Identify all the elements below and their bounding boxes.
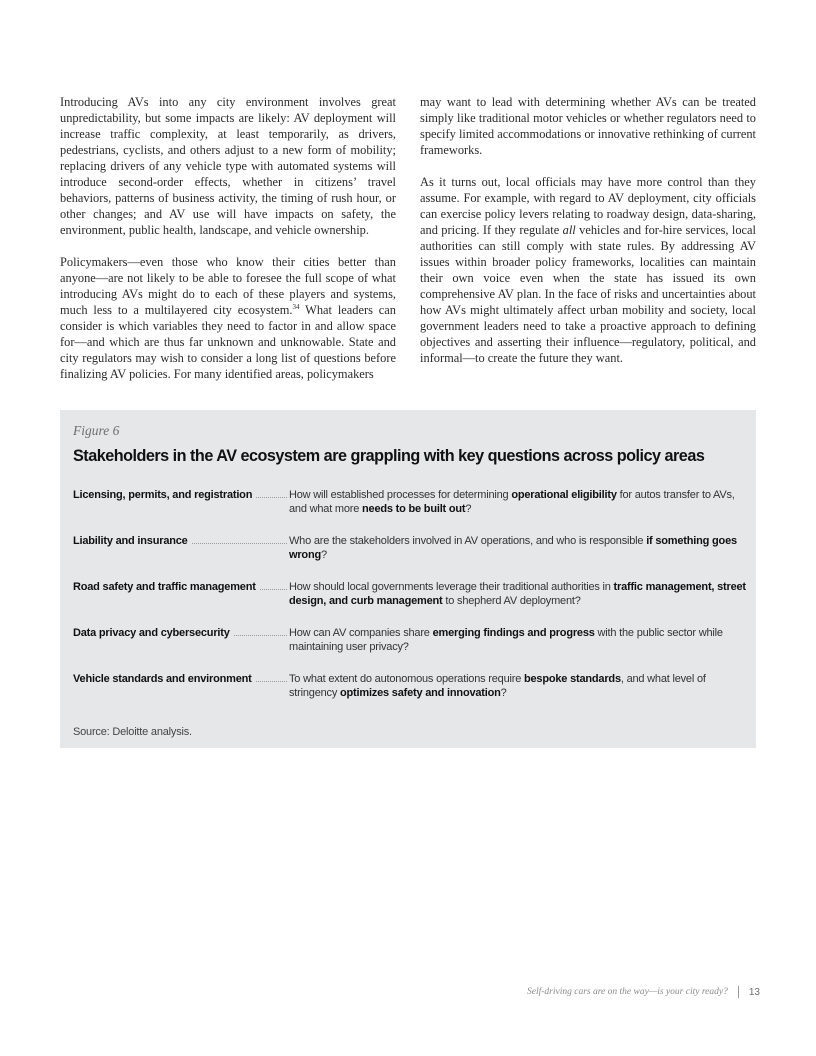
policy-area-label: Vehicle standards and environment [73, 673, 252, 685]
policy-question [289, 626, 747, 654]
question-text: for autos transfer to AVs, and what more [289, 489, 735, 515]
page-footer [527, 986, 760, 998]
paragraph-text: Policymakers—even those who know their cities better than anyone—are not likely to be able to foresee the full scope of what introducing AVs might do to each of these players and systems, much less to a multilayered city ecosystem. [60, 255, 396, 317]
body-paragraph [60, 254, 396, 382]
question-text: How will established processes for determining [289, 489, 512, 501]
policy-question [289, 580, 747, 608]
footnote-ref[interactable]: 34 [292, 302, 300, 311]
question-text: ? [321, 549, 327, 561]
question-text: Who are the stakeholders involved in AV operations, and who is responsible [289, 535, 647, 547]
figure-title: Stakeholders in the AV ecosystem are grappling with key questions across policy areas [73, 447, 705, 465]
dotted-leader [256, 496, 287, 498]
question-text: ? [465, 503, 472, 515]
policy-area [73, 488, 289, 502]
question-highlight: traffic management, street design, and curb management [289, 581, 746, 607]
policy-area [73, 534, 289, 548]
emphasis-text: all [562, 223, 576, 237]
body-paragraph: Introducing AVs into any city environment involves great unpredictability, but some impacts are likely: AV deployment will increase traffic complexity, at least temporarily, as drivers, pedestrians, cyclists, and others adjust to a new form of mobility; replacing drivers of any vehicle type with automated systems will introduce second-order effects, whether in citizens’ travel behaviors, patterns of business activity, the timing of rush hour, or other changes; and AV use will have impacts on safety, the environment, public health, landscape, and vehicle ownership. [60, 95, 396, 237]
question-text: To what extent do autonomous operations require [289, 673, 524, 685]
policy-area [73, 626, 289, 640]
policy-area-label: Liability and insurance [73, 535, 188, 547]
question-highlight: bespoke standards [524, 673, 621, 685]
policy-area [73, 580, 289, 594]
question-highlight: operational eligibility [511, 489, 617, 501]
policy-area-label: Road safety and traffic management [73, 581, 256, 593]
dotted-leader [234, 634, 287, 636]
question-text: How should local governments leverage their traditional authorities in [289, 581, 614, 593]
question-text: ? [500, 687, 507, 699]
policy-area [73, 672, 289, 686]
footer-title: Self-driving cars are on the way—is your city ready? [527, 987, 728, 997]
body-paragraph [420, 174, 756, 366]
body-paragraph: may want to lead with determining whether AVs can be treated simply like traditional motor vehicles or whether regulators need to specify limited accommodations or innovative rethinking of current frameworks. [420, 95, 756, 157]
dotted-leader [260, 588, 287, 590]
dotted-leader [256, 680, 287, 682]
question-highlight: emerging findings and progress [432, 627, 595, 639]
policy-question [289, 534, 747, 562]
question-highlight: if something goes wrong [289, 535, 737, 561]
figure-label: Figure 6 [73, 423, 120, 438]
footer-divider [738, 986, 739, 998]
figure-box [60, 410, 756, 748]
paragraph-text: vehicles and for-hire services, local authorities can still comply with state rules. By addressing AV issues within broader policy frameworks, localities can maintain their own voice even when the state has issued its own comprehensive AV plan. In the face of risks and uncertainties about how AVs might ultimately affect urban mobility and society, local government leaders need to take a proactive approach to defining objectives and asserting their influence—regulatory, political, and informal—to create the future they want. [420, 223, 756, 365]
paragraph-text: As it turns out, local officials may have more control than they assume. For example, with regard to AV deployment, city officials can exercise policy levers relating to roadway design, data-sharing, and pricing. If they regulate [420, 175, 756, 237]
question-highlight: optimizes safety and innovation [340, 687, 501, 699]
question-text: How can AV companies share [289, 627, 433, 639]
question-text: to shepherd AV deployment? [442, 595, 581, 607]
policy-area-label: Licensing, permits, and registration [73, 489, 253, 501]
question-highlight: needs to be built out [362, 503, 466, 515]
paragraph-text: What leaders can consider is which variables they need to factor in and allow space for—and which are thus far unknown and unknowable. State and city regulators may wish to consider a long list of questions before finalizing AV policies. For many identified areas, policymakers [60, 303, 397, 381]
policy-area-label: Data privacy and cybersecurity [73, 627, 230, 639]
right-column [420, 94, 756, 382]
question-text: with the public sector while maintaining user privacy? [289, 627, 723, 653]
policy-question [289, 672, 747, 700]
question-text: , and what level of stringency [289, 673, 706, 699]
page-number: 13 [748, 986, 760, 998]
figure-source: Source: Deloitte analysis. [73, 726, 192, 738]
left-column [60, 94, 396, 398]
policy-question [289, 488, 747, 516]
dotted-leader [192, 542, 287, 544]
